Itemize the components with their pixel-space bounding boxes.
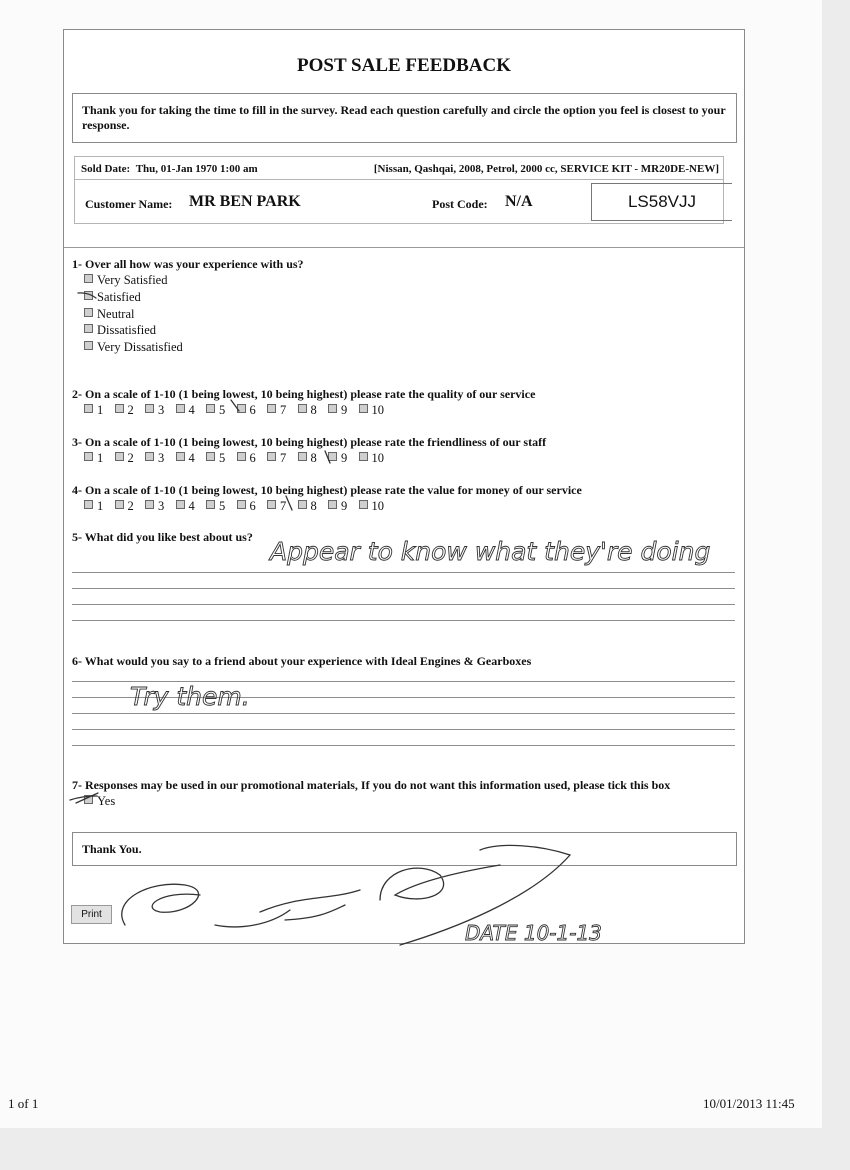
scale-option[interactable]: [115, 451, 146, 466]
scale-option[interactable]: [145, 451, 176, 466]
scan-bottom-edge: [0, 1128, 850, 1170]
q1-option[interactable]: Dissatisfied: [84, 323, 156, 338]
customer-name-value: MR BEN PARK: [189, 193, 301, 210]
q4-scale: [84, 499, 389, 514]
scale-option[interactable]: [328, 403, 359, 418]
question-3: 3- On a scale of 1-10 (1 being lowest, 10 being highest) please rate the friendliness of our staff: [72, 435, 547, 449]
checkbox[interactable]: [84, 341, 93, 350]
checkbox[interactable]: [145, 500, 154, 509]
checkbox[interactable]: [176, 500, 185, 509]
scale-label: 3: [158, 499, 165, 513]
scale-option[interactable]: [145, 499, 176, 514]
scan-right-edge: [822, 0, 850, 1170]
checkbox[interactable]: [84, 404, 93, 413]
checkbox[interactable]: [115, 404, 124, 413]
scale-label: 10: [371, 499, 384, 513]
answer-line: [72, 745, 735, 746]
checkbox[interactable]: [206, 452, 215, 461]
checkbox[interactable]: [359, 500, 368, 509]
checkbox[interactable]: [328, 404, 337, 413]
post-code-label: Post Code:: [432, 197, 488, 211]
q7-option[interactable]: Yes: [84, 794, 115, 809]
q2-scale: [84, 403, 389, 418]
answer-line: [72, 588, 735, 589]
checkbox[interactable]: [298, 404, 307, 413]
checkbox[interactable]: [237, 404, 246, 413]
checkbox[interactable]: [328, 452, 337, 461]
q1-option[interactable]: Very Dissatisfied: [84, 340, 183, 355]
print-timestamp: 10/01/2013 11:45: [703, 1096, 795, 1111]
scale-label: 4: [188, 451, 195, 465]
scale-option[interactable]: [84, 451, 115, 466]
scale-label: 2: [127, 451, 134, 465]
scale-option[interactable]: [115, 403, 146, 418]
checkbox[interactable]: [84, 308, 93, 317]
answer-line: [72, 620, 735, 621]
checkbox[interactable]: [84, 291, 93, 300]
scale-label: 7: [280, 499, 287, 513]
scale-option[interactable]: [328, 499, 359, 514]
scale-label: 6: [249, 403, 256, 417]
scale-label: 6: [249, 499, 256, 513]
scale-option[interactable]: [267, 403, 298, 418]
scale-option[interactable]: [206, 403, 237, 418]
scale-label: 9: [341, 451, 348, 465]
scale-label: 6: [249, 451, 256, 465]
scale-label: 4: [188, 499, 195, 513]
scale-label: 5: [219, 451, 226, 465]
checkbox[interactable]: [267, 500, 276, 509]
q6-answer-handwriting: Try them.: [130, 682, 250, 711]
scale-label: 3: [158, 451, 165, 465]
section-divider: [64, 247, 744, 248]
checkbox[interactable]: [206, 404, 215, 413]
scale-option[interactable]: [176, 451, 207, 466]
scale-option[interactable]: [237, 403, 268, 418]
scale-option[interactable]: [237, 451, 268, 466]
answer-line: [72, 681, 735, 682]
q1-option[interactable]: Satisfied: [84, 290, 141, 305]
checkbox[interactable]: [145, 404, 154, 413]
scale-option[interactable]: [298, 499, 329, 514]
scale-label: 8: [310, 499, 317, 513]
intro-box: [72, 93, 737, 143]
scale-label: 1: [97, 403, 104, 417]
post-code-value: N/A: [505, 193, 533, 210]
scale-option[interactable]: [267, 451, 298, 466]
scale-label: 8: [310, 451, 317, 465]
scale-label: 3: [158, 403, 165, 417]
q3-scale: [84, 451, 389, 466]
q1-option[interactable]: Very Satisfied: [84, 273, 167, 288]
checkbox[interactable]: [115, 500, 124, 509]
checkbox[interactable]: [237, 500, 246, 509]
question-1: 1- Over all how was your experience with us?: [72, 257, 304, 271]
scale-label: 7: [280, 403, 287, 417]
thank-you-box: [72, 832, 737, 866]
scale-option[interactable]: [298, 403, 329, 418]
question-7: 7- Responses may be used in our promotional materials, If you do not want this information used, please tick this box: [72, 778, 671, 792]
checkbox[interactable]: [328, 500, 337, 509]
question-2: 2- On a scale of 1-10 (1 being lowest, 10 being highest) please rate the quality of our service: [72, 387, 536, 401]
checkbox[interactable]: [267, 452, 276, 461]
scale-label: 9: [341, 403, 348, 417]
scale-label: 5: [219, 403, 226, 417]
print-button[interactable]: Print: [71, 905, 112, 924]
question-4: 4- On a scale of 1-10 (1 being lowest, 10 being highest) please rate the value for money of our service: [72, 483, 582, 497]
scale-label: 1: [97, 499, 104, 513]
question-5: 5- What did you like best about us?: [72, 530, 253, 544]
scale-option[interactable]: [359, 451, 390, 466]
form-title: POST SALE FEEDBACK: [297, 55, 511, 76]
page-count: 1 of 1: [8, 1096, 39, 1111]
intro-text: Thank you for taking the time to fill in the survey. Read each question carefully and circle the option you feel is closest to your response.: [82, 103, 726, 132]
checkbox[interactable]: [237, 452, 246, 461]
checkbox[interactable]: [298, 452, 307, 461]
answer-line: [72, 713, 735, 714]
scale-label: 7: [280, 451, 287, 465]
scale-option[interactable]: [359, 403, 390, 418]
answer-line: [72, 697, 735, 698]
q1-option[interactable]: Neutral: [84, 307, 134, 322]
checkbox[interactable]: [359, 404, 368, 413]
scale-label: 2: [127, 499, 134, 513]
checkbox[interactable]: [84, 324, 93, 333]
registration-plate: LS58VJJ: [591, 183, 732, 221]
scale-option[interactable]: [176, 403, 207, 418]
checkbox[interactable]: [84, 500, 93, 509]
handwritten-date: DATE 10-1-13: [465, 921, 602, 945]
thank-you-text: Thank You.: [82, 842, 142, 856]
scale-label: 8: [310, 403, 317, 417]
scale-option[interactable]: [359, 499, 390, 514]
checkbox[interactable]: [145, 452, 154, 461]
customer-info-box: [74, 156, 724, 224]
checkbox[interactable]: [206, 500, 215, 509]
checkbox[interactable]: [176, 452, 185, 461]
sold-date: Sold Date: Thu, 01-Jan 1970 1:00 am: [81, 163, 258, 175]
checkbox[interactable]: [84, 795, 93, 804]
scale-option[interactable]: [267, 499, 298, 514]
answer-line: [72, 572, 735, 573]
answer-line: [72, 729, 735, 730]
scale-label: 9: [341, 499, 348, 513]
scale-option[interactable]: [115, 499, 146, 514]
customer-name-label: Customer Name:: [85, 197, 173, 211]
checkbox[interactable]: [359, 452, 368, 461]
answer-line: [72, 604, 735, 605]
scale-option[interactable]: [84, 499, 115, 514]
vehicle-details: [Nissan, Qashqai, 2008, Petrol, 2000 cc, SERVICE KIT - MR20DE-NEW]: [373, 163, 719, 175]
scale-option[interactable]: [237, 499, 268, 514]
scale-label: 4: [188, 403, 195, 417]
scale-option[interactable]: [84, 403, 115, 418]
scale-label: 1: [97, 451, 104, 465]
scale-label: 2: [127, 403, 134, 417]
scale-label: 5: [219, 499, 226, 513]
scale-option[interactable]: [206, 499, 237, 514]
info-divider: [75, 179, 723, 180]
checkbox[interactable]: [84, 452, 93, 461]
checkbox[interactable]: [298, 500, 307, 509]
checkbox[interactable]: [267, 404, 276, 413]
scale-option[interactable]: [206, 451, 237, 466]
scale-option[interactable]: [328, 451, 359, 466]
checkbox[interactable]: [176, 404, 185, 413]
scale-option[interactable]: [145, 403, 176, 418]
checkbox[interactable]: [84, 274, 93, 283]
q5-answer-handwriting: Appear to know what they're doing: [270, 537, 711, 566]
scale-option[interactable]: [176, 499, 207, 514]
feedback-form: [63, 29, 745, 944]
question-6: 6- What would you say to a friend about your experience with Ideal Engines & Gearboxes: [72, 654, 532, 668]
scale-label: 10: [371, 451, 384, 465]
scale-label: 10: [371, 403, 384, 417]
checkbox[interactable]: [115, 452, 124, 461]
scale-option[interactable]: [298, 451, 329, 466]
